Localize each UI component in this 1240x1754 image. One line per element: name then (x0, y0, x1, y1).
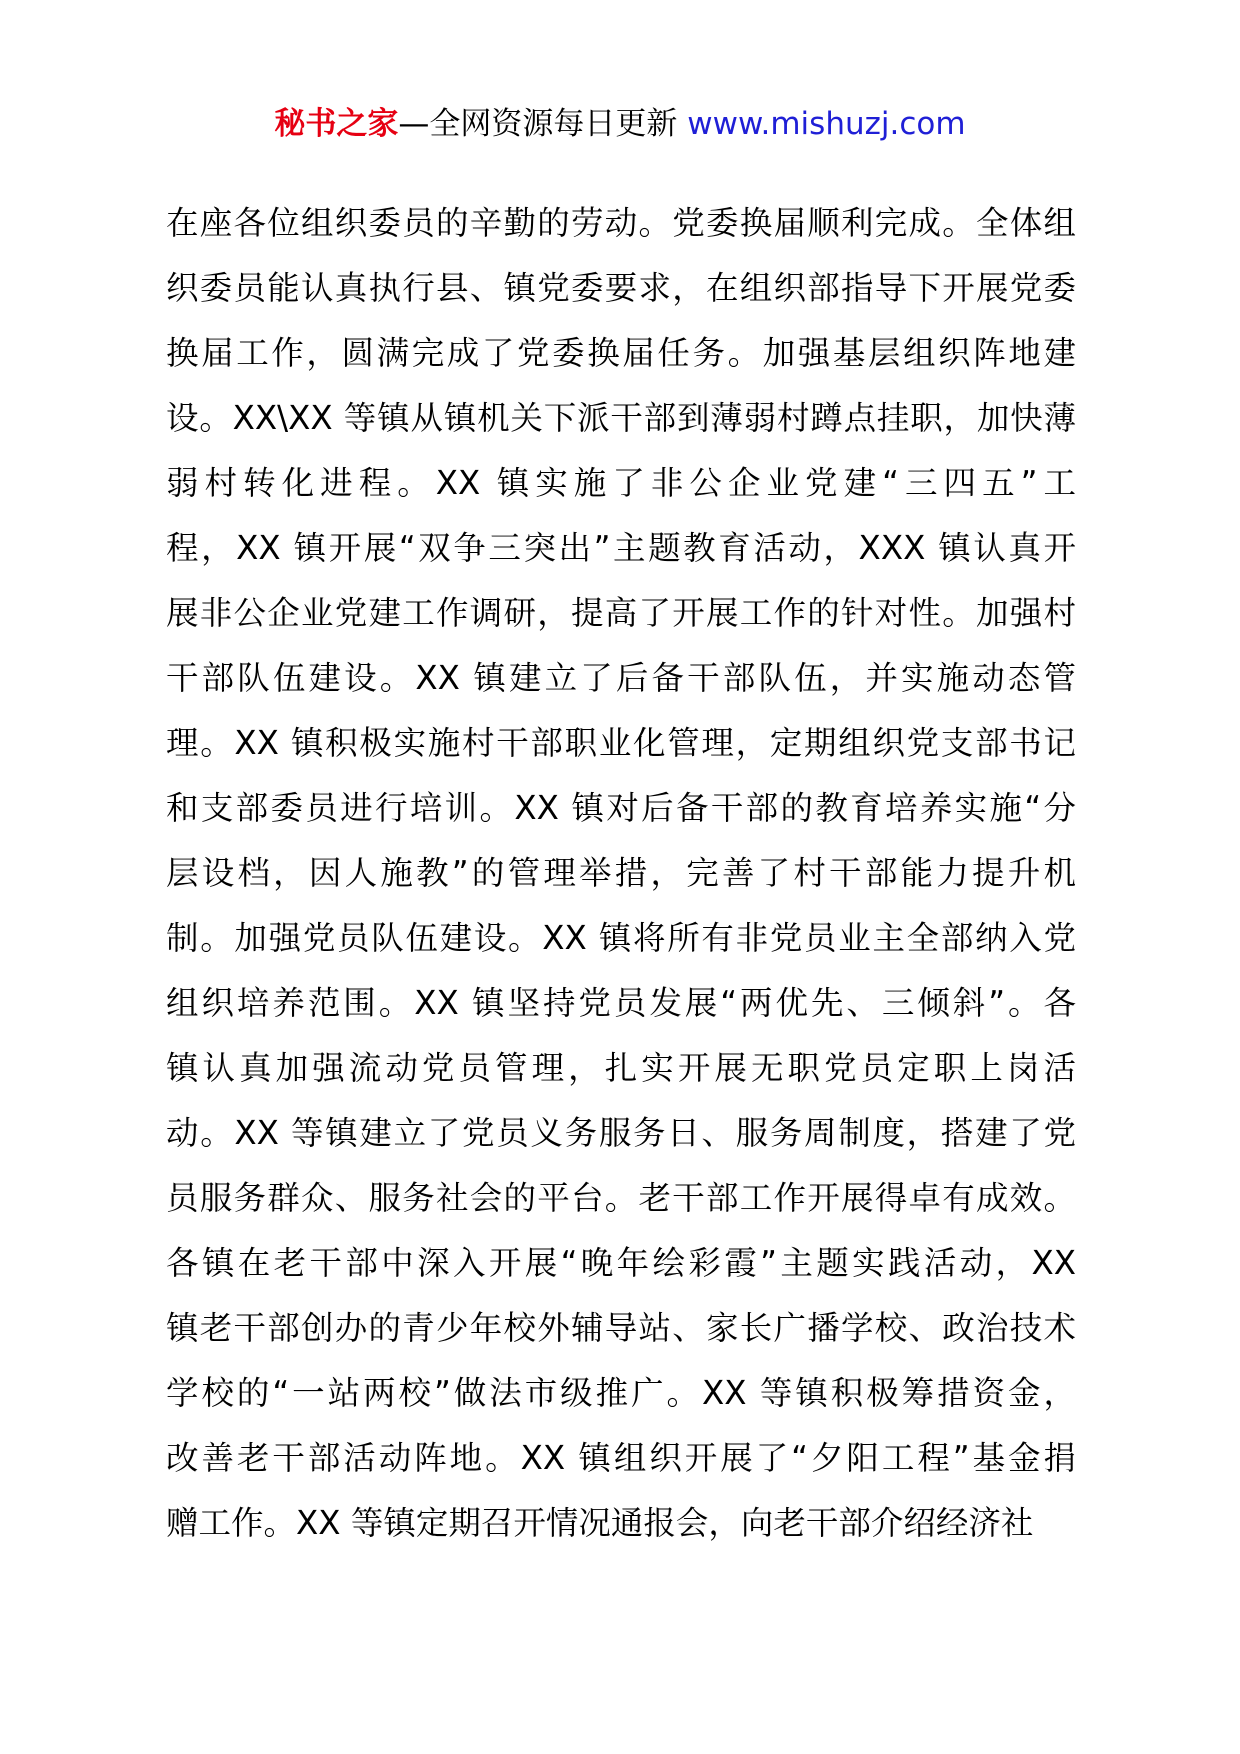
text-line: 在座各位组织委员的辛勤的劳动。党委换届顺利完成。全体组 (166, 204, 1076, 242)
text-line: 动。XX 等镇建立了党员义务服务日、服务周制度，搭建了党 (166, 1114, 1076, 1152)
text-line: 织委员能认真执行县、镇党委要求，在组织部指导下开展党委 (166, 269, 1076, 307)
text-line: 弱村转化进程。XX 镇实施了非公企业党建“三四五”工 (166, 464, 1076, 502)
text-line: 组织培养范围。XX 镇坚持党员发展“两优先、三倾斜”。各 (166, 984, 1076, 1022)
text-line: 层设档，因人施教”的管理举措，完善了村干部能力提升机 (166, 854, 1076, 892)
text-line: 展非公企业党建工作调研，提高了开展工作的针对性。加强村 (166, 594, 1076, 632)
text-line: 干部队伍建设。XX 镇建立了后备干部队伍，并实施动态管 (166, 659, 1076, 697)
site-url-link[interactable]: www.mishuzj.com (687, 106, 966, 142)
text-line: 员服务群众、服务社会的平台。老干部工作开展得卓有成效。 (166, 1179, 1076, 1217)
text-line: 制。加强党员队伍建设。XX 镇将所有非党员业主全部纳入党 (166, 919, 1076, 957)
text-line: 和支部委员进行培训。XX 镇对后备干部的教育培养实施“分 (166, 789, 1076, 827)
text-line: 换届工作，圆满完成了党委换届任务。加强基层组织阵地建 (166, 334, 1076, 372)
text-line: 程，XX 镇开展“双争三突出”主题教育活动，XXX 镇认真开 (166, 529, 1076, 567)
site-header (0, 100, 1240, 148)
body-paragraph (166, 191, 1076, 1556)
text-line: 改善老干部活动阵地。XX 镇组织开展了“夕阳工程”基金捐 (166, 1439, 1076, 1477)
text-line: 各镇在老干部中深入开展“晚年绘彩霞”主题实践活动，XX (166, 1244, 1076, 1282)
site-tagline: —全网资源每日更新 (398, 106, 678, 142)
text-line: 镇认真加强流动党员管理，扎实开展无职党员定职上岗活 (166, 1049, 1076, 1087)
text-line: 理。XX 镇积极实施村干部职业化管理，定期组织党支部书记 (166, 724, 1076, 762)
text-line: 设。XX\XX 等镇从镇机关下派干部到薄弱村蹲点挂职，加快薄 (166, 399, 1076, 437)
text-line: 镇老干部创办的青少年校外辅导站、家长广播学校、政治技术 (166, 1309, 1076, 1347)
site-brand: 秘书之家 (274, 106, 399, 142)
text-line: 学校的“一站两校”做法市级推广。XX 等镇积极筹措资金， (166, 1374, 1076, 1412)
text-line: 赠工作。XX 等镇定期召开情况通报会，向老干部介绍经济社 (166, 1504, 1034, 1542)
